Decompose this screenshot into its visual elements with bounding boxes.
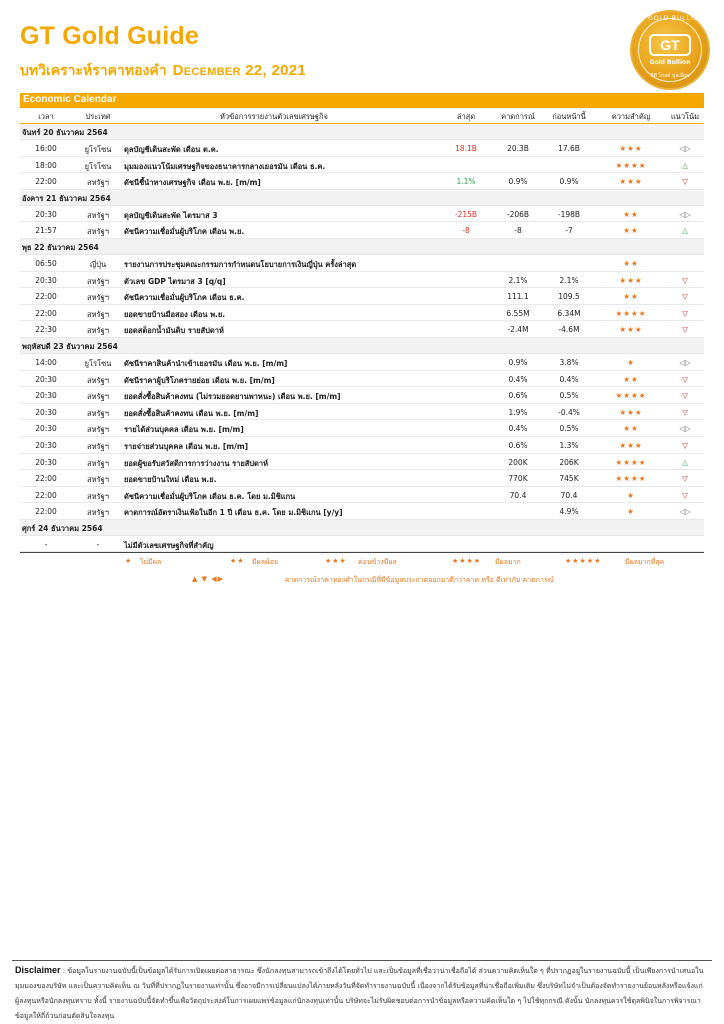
cell-previous: 206K — [559, 457, 579, 467]
cell-trend-icon: ▽ — [682, 292, 688, 302]
cell-forecast: 111.1 — [507, 292, 529, 302]
cell-country: - — [96, 539, 100, 549]
cell-previous: 17.6B — [558, 144, 580, 153]
cell-indicator: รายจ่ายส่วนบุคคล เดือน พ.ย. [m/m] — [124, 441, 249, 451]
disclaimer-rule — [12, 960, 712, 961]
cell-time: 20:30 — [35, 424, 57, 434]
cell-time: 20:30 — [35, 275, 57, 285]
col-indicator: หัวข้อการรายงานตัวเลขเศรษฐกิจ — [220, 112, 328, 121]
table-row — [20, 503, 704, 520]
cell-indicator: ดัชนีราคาสินค้านำเข้าเยอรมัน เดือน พ.ย. [m/m] — [124, 358, 288, 368]
cell-country: ยูโรโซน — [84, 145, 112, 154]
report-date: December 22, 2021 — [172, 62, 307, 79]
gt-gold-bullion-logo — [630, 10, 710, 90]
cell-indicator: ยอดผู้ขอรับสวัสดิการการว่างงาน รายสัปดาห์ — [124, 458, 269, 468]
calendar-body — [20, 124, 704, 552]
cell-importance-stars: ★★ — [623, 209, 639, 219]
cell-forecast: 20.3B — [507, 144, 529, 153]
cell-country: สหรัฐฯ — [87, 441, 109, 451]
cell-forecast: -2.4M — [507, 325, 529, 335]
cell-time: 20:30 — [35, 457, 57, 467]
col-time: เวลา — [38, 112, 54, 121]
calendar-title-bar: Economic Calendar — [20, 93, 704, 108]
cell-time: 21:57 — [35, 226, 57, 236]
cell-importance-stars: ★★★★ — [615, 457, 647, 467]
cell-trend-icon: ◁▷ — [679, 144, 691, 153]
logo-name: Gold Bullion — [649, 59, 691, 66]
cell-trend-icon: △ — [682, 457, 688, 467]
cell-trend-icon: ▽ — [682, 374, 688, 384]
cell-time: 20:30 — [35, 440, 57, 450]
cell-country: ยูโรโซน — [84, 358, 112, 368]
cell-trend-icon: ▽ — [682, 275, 688, 285]
cell-indicator: ดุลบัญชีเดินสะพัด เดือน ต.ค. — [124, 145, 219, 154]
disclaimer-label: Disclaimer — [15, 965, 61, 975]
cell-importance-stars: ★★ — [623, 374, 639, 384]
cell-country: สหรัฐฯ — [87, 227, 109, 237]
cell-previous: -0.4% — [558, 407, 580, 417]
cell-country: สหรัฐฯ — [87, 458, 109, 468]
cell-indicator: ดัชนีราคาผู้บริโภครายย่อย เดือน พ.ย. [m/m] — [124, 375, 275, 385]
legend-star-3: ★★★ — [325, 557, 347, 565]
cell-indicator: ตัวเลข GDP ไตรมาส 3 [q/q] — [124, 276, 226, 286]
cell-forecast: -8 — [514, 226, 522, 236]
cell-indicator: ยอดสั่งซื้อสินค้าคงทน เดือน พ.ย. [m/m] — [124, 408, 259, 418]
cell-actual: -215B — [454, 209, 478, 219]
cell-forecast: 1.9% — [508, 407, 528, 417]
cell-trend-icon: ◁▷ — [679, 357, 691, 367]
cell-importance-stars: ★★ — [623, 226, 639, 236]
cell-forecast: 0.6% — [508, 440, 528, 450]
cell-indicator: ยอดสั่งซื้อสินค้าคงทน (ไม่รวมยอดยานพาหนะ) เดือน พ.ย. [m/m] — [124, 392, 341, 402]
cell-time: 06:50 — [35, 258, 57, 268]
cell-trend-icon: ◁▷ — [679, 507, 691, 517]
cell-importance-stars: ★★ — [623, 424, 639, 434]
cell-forecast: 0.4% — [508, 374, 528, 384]
cell-previous: 1.3% — [559, 440, 579, 450]
cell-previous: 0.4% — [559, 374, 579, 384]
table-row — [20, 206, 704, 223]
cell-country: สหรัฐฯ — [87, 293, 109, 303]
cell-indicator: ไม่มีตัวเลขเศรษฐกิจที่สำคัญ — [124, 540, 214, 550]
legend-star-5: ★★★★★ — [565, 557, 602, 565]
cell-indicator: ดัชนีความเชื่อมั่นผู้บริโภค เดือน พ.ย. — [124, 227, 245, 237]
cell-country: สหรัฐฯ — [87, 475, 109, 485]
cell-importance-stars: ★★★ — [619, 440, 643, 450]
cell-indicator: รายงานการประชุมคณะกรรมการกำหนดนโยบายการเงินญี่ปุ่น ครั้งล่าสุด — [124, 259, 357, 269]
cell-previous: -198B — [557, 209, 581, 219]
col-previous: ก่อนหน้านี้ — [552, 112, 586, 121]
cell-country: สหรัฐฯ — [87, 408, 109, 418]
day-header: พุธ 22 ธันวาคม 2564 — [20, 239, 704, 255]
cell-previous: 0.5% — [559, 391, 579, 401]
cell-previous: 3.8% — [559, 357, 579, 367]
cell-trend-icon: ▽ — [682, 308, 688, 318]
trend-arrows-note: คาดการณ์ราคาทองคำในกรณีที่มีข้อมูลประกาศออกมาดีกว่าคาด หรือ ดีเท่ากับ คาดการณ์ — [285, 576, 555, 584]
cell-indicator: ยอดขายบ้านมือสอง เดือน พ.ย. — [124, 309, 226, 319]
cell-trend-icon: ▽ — [682, 440, 688, 450]
cell-importance-stars: ★★ — [623, 258, 639, 268]
legend-star-2: ★★ — [230, 557, 245, 565]
cell-time: 22:00 — [35, 292, 57, 302]
cell-previous: -7 — [565, 226, 573, 236]
cell-country: สหรัฐฯ — [87, 309, 109, 319]
cell-trend-icon: ◁▷ — [679, 424, 691, 434]
trend-arrows-icon: ▲ ▼ ◀▶ — [192, 575, 224, 583]
cell-actual: 1.1% — [456, 177, 476, 187]
cell-country: สหรัฐฯ — [87, 326, 109, 336]
cell-trend-icon: △ — [682, 160, 688, 170]
day-header: อังคาร 21 ธันวาคม 2564 — [20, 190, 704, 206]
cell-time: 22:00 — [35, 308, 57, 318]
cell-indicator: มุมมองแนวโน้มเศรษฐกิจของธนาคารกลางเยอรมัน เดือน ธ.ค. — [124, 161, 326, 171]
legend-label-1: ไม่มีผล — [140, 558, 162, 566]
cell-trend-icon: ▽ — [682, 325, 688, 335]
cell-country: สหรัฐฯ — [87, 392, 109, 402]
cell-importance-stars: ★★★★ — [615, 160, 647, 170]
cell-indicator: คาดการณ์อัตราเงินเฟ้อในอีก 1 ปี เดือน ธ.ค. โดย ม.มิชิแกน [y/y] — [124, 508, 343, 518]
cell-importance-stars: ★★★ — [619, 144, 643, 153]
cell-country: สหรัฐฯ — [87, 508, 109, 518]
table-row — [20, 420, 704, 437]
cell-indicator: ดัชนีความเชื่อมั่นผู้บริโภค เดือน ธ.ค. — [124, 293, 245, 303]
cell-importance-stars: ★★★ — [619, 177, 643, 187]
report-subtitle — [20, 60, 306, 82]
cell-forecast: 200K — [508, 457, 528, 467]
cell-country: สหรัฐฯ — [87, 276, 109, 286]
cell-country: สหรัฐฯ — [87, 210, 109, 220]
legend-label-2: มีผลน้อย — [252, 558, 279, 566]
legend-label-3: ค่อนข้างมีผล — [358, 558, 397, 566]
cell-forecast: -206B — [506, 209, 530, 219]
day-header: ศุกร์ 24 ธันวาคม 2564 — [20, 520, 704, 536]
table-row — [20, 288, 704, 305]
cell-time: 16:00 — [35, 144, 57, 153]
cell-time: 22:00 — [35, 474, 57, 484]
cell-forecast: 2.1% — [508, 275, 528, 285]
col-importance: ความสำคัญ — [611, 112, 651, 121]
cell-importance-stars: ★★★★ — [615, 474, 647, 484]
cell-previous: 70.4 — [560, 490, 578, 500]
table-row — [20, 487, 704, 504]
legend — [20, 554, 704, 568]
disclaimer — [15, 963, 705, 1024]
report-title: GT Gold Guide — [20, 22, 199, 50]
cell-time: 20:30 — [35, 391, 57, 401]
cell-importance-stars: ★ — [627, 507, 635, 517]
table-row — [20, 173, 704, 190]
legend-label-4: มีผลมาก — [495, 558, 521, 566]
table-row — [20, 470, 704, 487]
cell-importance-stars: ★ — [627, 357, 635, 367]
logo-top-text: GT GOLD BULLION — [635, 16, 705, 22]
cell-forecast: 6.55M — [506, 308, 530, 318]
col-trend: แนวโน้ม — [670, 112, 700, 121]
cell-forecast: 0.6% — [508, 391, 528, 401]
table-row — [20, 140, 704, 157]
cell-indicator: ยอดขายบ้านใหม่ เดือน พ.ย. — [124, 475, 217, 485]
table-row — [20, 354, 704, 371]
cell-previous: -4.6M — [558, 325, 580, 335]
day-header: จันทร์ 20 ธันวาคม 2564 — [20, 124, 704, 140]
cell-time: 14:00 — [35, 357, 57, 367]
cell-importance-stars: ★★ — [623, 292, 639, 302]
cell-trend-icon: ◁▷ — [679, 209, 691, 219]
table-row — [20, 371, 704, 388]
cell-forecast: 0.9% — [508, 357, 528, 367]
cell-forecast: 70.4 — [509, 490, 527, 500]
table-row — [20, 387, 704, 404]
col-country: ประเทศ — [85, 112, 111, 121]
cell-country: สหรัฐฯ — [87, 375, 109, 385]
cell-trend-icon: ▽ — [682, 391, 688, 401]
cell-indicator: ดัชนีความเชื่อมั่นผู้บริโภค เดือน ธ.ค. โดย ม.มิชิแกน — [124, 491, 296, 501]
table-row — [20, 437, 704, 454]
calendar-header-row — [20, 108, 704, 124]
cell-importance-stars: ★★★ — [619, 407, 643, 417]
day-header: พฤหัสบดี 23 ธันวาคม 2564 — [20, 338, 704, 354]
cell-actual: 18.1B — [455, 144, 477, 153]
table-row — [20, 454, 704, 471]
cell-importance-stars: ★★★ — [619, 275, 643, 285]
logo-bottom-text: จีที โกลด์ บูลเลี่ยน — [650, 73, 690, 79]
table-row — [20, 404, 704, 421]
col-actual: ล่าสุด — [456, 112, 476, 121]
cell-forecast: 0.4% — [508, 424, 528, 434]
cell-time: 20:30 — [35, 209, 57, 219]
cell-indicator: รายได้ส่วนบุคคล เดือน พ.ย. [m/m] — [124, 425, 244, 435]
cell-country: สหรัฐฯ — [87, 491, 109, 501]
cell-indicator: ดุลบัญชีเดินสะพัด ไตรมาส 3 — [124, 210, 218, 220]
cell-forecast: 770K — [508, 474, 528, 484]
cell-previous: 6.34M — [557, 308, 581, 318]
cell-indicator: ยอดสต็อกน้ำมันดิบ รายสัปดาห์ — [124, 326, 224, 336]
cell-time: 22:00 — [35, 507, 57, 517]
cell-time: - — [44, 539, 48, 549]
cell-country: ยูโรโซน — [84, 161, 112, 171]
table-row — [20, 321, 704, 338]
cell-time: 22:00 — [35, 177, 57, 187]
cell-trend-icon: ▽ — [682, 474, 688, 484]
cell-importance-stars: ★★★★ — [615, 391, 647, 401]
cell-actual: -8 — [462, 226, 470, 236]
cell-time: 18:00 — [35, 160, 57, 170]
legend-arrows — [20, 572, 704, 586]
table-row — [20, 536, 704, 553]
table-row — [20, 272, 704, 289]
cell-time: 20:30 — [35, 407, 57, 417]
table-row — [20, 305, 704, 322]
cell-importance-stars: ★★★ — [619, 325, 643, 335]
cell-trend-icon: △ — [682, 226, 688, 236]
cell-previous: 2.1% — [559, 275, 579, 285]
cell-country: ญี่ปุ่น — [89, 259, 107, 269]
logo-mark: GT — [649, 34, 691, 56]
economic-calendar-table — [20, 108, 704, 553]
cell-previous: 109.5 — [558, 292, 580, 302]
col-forecast: คาดการณ์ — [501, 112, 535, 121]
cell-importance-stars: ★ — [627, 490, 635, 500]
cell-trend-icon: ▽ — [682, 407, 688, 417]
legend-star-1: ★ — [125, 557, 133, 565]
cell-time: 22:00 — [35, 490, 57, 500]
legend-star-4: ★★★★ — [452, 557, 482, 565]
cell-country: สหรัฐฯ — [87, 425, 109, 435]
subtitle-text: บทวิเคราะห์ราคาทองคำ — [20, 63, 167, 79]
cell-importance-stars: ★★★★ — [615, 308, 647, 318]
cell-trend-icon: ▽ — [682, 490, 688, 500]
cell-indicator: ดัชนีชี้นำทางเศรษฐกิจ เดือน พ.ย. [m/m] — [124, 178, 261, 188]
cell-country: สหรัฐฯ — [87, 178, 109, 188]
cell-time: 20:30 — [35, 374, 57, 384]
cell-previous: 0.9% — [559, 177, 579, 187]
cell-forecast: 0.9% — [508, 177, 528, 187]
cell-time: 22:30 — [35, 325, 57, 335]
cell-previous: 745K — [559, 474, 579, 484]
table-row — [20, 222, 704, 239]
cell-previous: 4.9% — [559, 507, 579, 517]
legend-label-5: มีผลมากที่สุด — [625, 558, 665, 566]
table-row — [20, 255, 704, 272]
cell-previous: 0.5% — [559, 424, 579, 434]
table-row — [20, 157, 704, 174]
disclaimer-text: : ข้อมูลในรายงานฉบับนี้เป็นข้อมูลได้รับการเปิดเผยต่อสาธารณะ ซึ่งนักลงทุนสามารถเข้าถึงได้โดยทั่วไป และเป็นข้อมูลที่เชื่อว่าน่าเชื่อถือได้ ส่วนความคิดเห็นใด ๆ ที่ปรากฏอยู่ในรายงานฉบับนี้ เป็นเพียงการนำเสนอในมุมมองของบริษัท และเป็นความคิดเห็น ณ วันที่ที่ปรากฏในรายงานเท่านั้น ซึ่งอาจมีการเปลี่ยนแปลงได้ภายหลังวันที่จัดทำรายงานฉบับนี้ เนื่องจากได้รับข้อมูลที่น่าเชื่อถือเพิ่มเติม ซึ่งบริษัทไม่จำเป็นต้องจัดทำรายงานย้อนหลังหรือแจ้งแก่ผู้ลงทุนหรือนักลงทุนทราบ ทั้งนี้ รายงานฉบับนี้จัดทำขึ้นเพื่อวัตถุประสงค์ในการเผยแพร่ข้อมูลแก่นักลงทุนเท่านั้น บริษัทจะไม่รับผิดชอบต่อการนำข้อมูลหรือความคิดเห็นใด ๆ ไปใช้ทุกกรณี ดังนั้น นักลงทุนควรใช้ดุลพินิจในการพิจารณาข้อมูลให้ถี่ถ้วนก่อนตัดสินใจลงทุน — [15, 967, 704, 1020]
cell-trend-icon: ▽ — [682, 177, 688, 187]
